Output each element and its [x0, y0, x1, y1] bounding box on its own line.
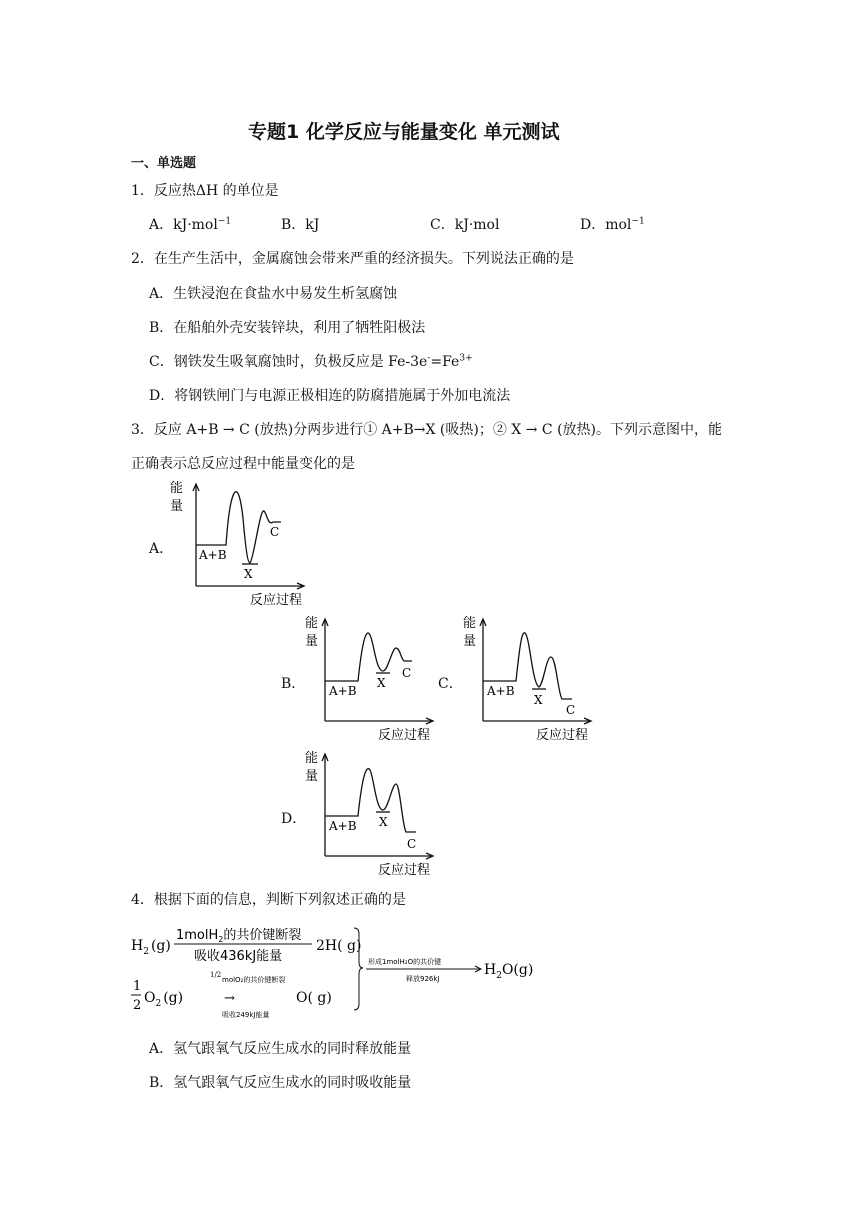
svg-text:1/2: 1/2 [210, 971, 222, 979]
svg-text:C: C [402, 666, 412, 680]
svg-text:释放926kJ: 释放926kJ [406, 975, 440, 983]
svg-text:形成1molH₂O的共价键: 形成1molH₂O的共价键 [368, 958, 442, 966]
svg-text:2: 2 [133, 998, 142, 1013]
question-3-stem-line2: 正确表示总反应过程中能量变化的是 [131, 456, 355, 472]
question-1-option-c[interactable]: C．kJ·mol [430, 217, 500, 233]
question-4-option-a[interactable]: A．氢气跟氧气反应生成水的同时释放能量 [149, 1041, 412, 1057]
page-title: 专题1 化学反应与能量变化 单元测试 [248, 121, 560, 143]
energy-diagram-b [300, 613, 450, 743]
question-2-option-b[interactable]: B．在船舶外壳安装锌块，利用了牺牲阳极法 [149, 320, 426, 336]
y-axis-label-1: 能 [170, 481, 184, 496]
x-axis-label: 反应过程 [250, 593, 303, 608]
question-3-option-d-label[interactable]: D． [281, 811, 307, 827]
svg-text:反应过程: 反应过程 [536, 728, 589, 743]
question-1-option-a[interactable]: A．kJ·mol$^{-1}$ [149, 216, 232, 233]
step1-top-label: 1molH$_2$的共价键断裂 [176, 928, 302, 944]
svg-text:C: C [566, 703, 576, 717]
svg-text:1: 1 [133, 979, 142, 994]
water-product: $H_2O(g)$ [484, 962, 534, 981]
question-1-option-d[interactable]: D．mol$^{-1}$ [580, 216, 645, 233]
svg-text:能: 能 [305, 751, 319, 766]
svg-text:能: 能 [463, 616, 477, 631]
section-heading: 一、单选题 [131, 156, 197, 171]
svg-text:A+B: A+B [329, 819, 357, 833]
svg-text:molO₂的共价键断裂: molO₂的共价键断裂 [222, 976, 286, 984]
svg-text:X: X [377, 676, 386, 690]
o-atom-product: O( g) [296, 990, 332, 1006]
energy-diagram-d [300, 748, 450, 878]
energy-diagram-c [458, 613, 608, 743]
step1-bottom-label: 吸收436kJ能量 [194, 949, 283, 964]
question-4-option-b[interactable]: B．氢气跟氧气反应生成水的同时吸收能量 [149, 1075, 412, 1091]
question-2-option-c[interactable]: C．钢铁发生吸氧腐蚀时，负极反应是 $Fe-3e^-=Fe^{3+}$ [149, 353, 473, 370]
reactant-label: A+B [199, 548, 227, 562]
question-2-option-a[interactable]: A．生铁浸泡在食盐水中易发生析氢腐蚀 [149, 286, 398, 302]
question-4-stem: 4．根据下面的信息，判断下列叙述正确的是 [131, 892, 406, 908]
svg-text:吸收249kJ能量: 吸收249kJ能量 [222, 1011, 270, 1019]
question-1-option-b[interactable]: B．kJ [281, 217, 320, 233]
svg-text:A+B: A+B [329, 684, 357, 698]
energy-diagram-a [168, 478, 318, 608]
question-3-option-c-label[interactable]: C． [438, 676, 463, 692]
y-axis-label-2: 量 [170, 499, 184, 514]
svg-text:量: 量 [305, 769, 319, 784]
svg-text:反应过程: 反应过程 [378, 728, 431, 743]
svg-text:A+B: A+B [487, 684, 515, 698]
h-atom-product: 2H( g) [316, 938, 362, 954]
intermediate-label: X [244, 567, 253, 581]
question-3-option-b-label[interactable]: B． [281, 676, 306, 692]
svg-text:反应过程: 反应过程 [378, 863, 431, 878]
svg-text:X: X [534, 693, 543, 707]
question-3-option-a-label[interactable]: A． [149, 541, 174, 557]
svg-text:量: 量 [463, 634, 477, 649]
product-label: C [270, 525, 280, 539]
svg-text:→: → [224, 991, 235, 1006]
svg-text:X: X [379, 815, 388, 829]
h2-formula: $H_2$ (g) [131, 938, 171, 957]
svg-text:量: 量 [305, 634, 319, 649]
question-2-stem: 2．在生产生活中，金属腐蚀会带来严重的经济损失。下列说法正确的是 [131, 251, 574, 267]
question-2-option-d[interactable]: D．将钢铁闸门与电源正极相连的防腐措施属于外加电流法 [149, 388, 511, 404]
bond-energy-scheme [128, 922, 548, 1022]
question-1-stem: 1．反应热ΔH 的单位是 [131, 183, 279, 199]
svg-text:C: C [407, 837, 417, 851]
svg-text:能: 能 [305, 616, 319, 631]
o2-formula: $O_2$ (g) [144, 990, 184, 1009]
question-3-stem-line1: 3．反应 A+B → C (放热)分两步进行① A+B→X (吸热)；② X → C (放热)。下列示意图中，能 [131, 422, 722, 438]
